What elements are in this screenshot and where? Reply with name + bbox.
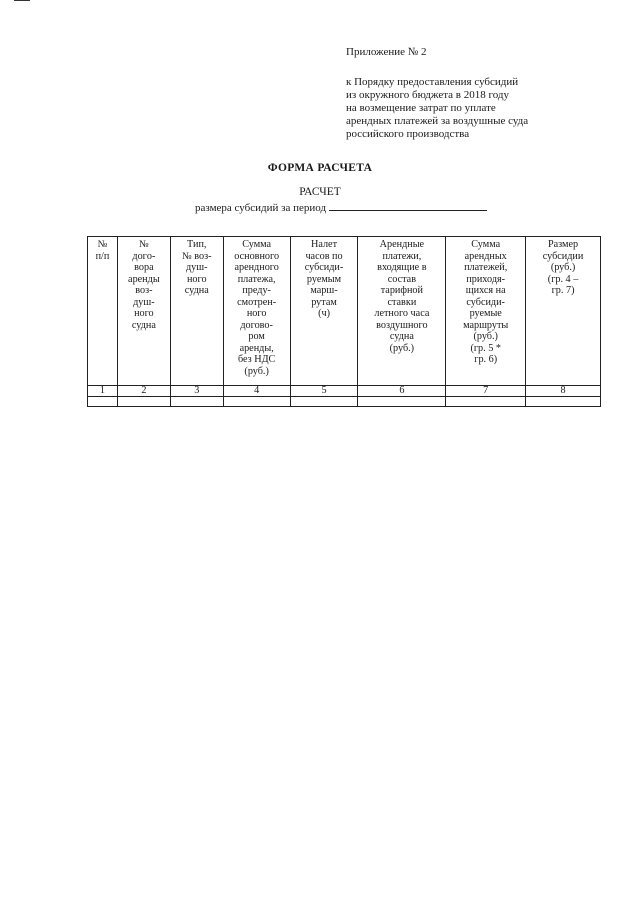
header-cell [170,237,223,386]
appendix-title: Приложение № 2 [346,46,427,58]
header-line: № [97,239,108,250]
header-line: Тип, [187,239,207,250]
appendix-line: арендных платежей за воздушные суда [346,115,529,127]
column-number: 7 [446,386,526,397]
data-cell[interactable] [170,397,223,407]
header-line: летного часа [374,308,430,319]
appendix-block [346,46,528,141]
header-line: входящие в [377,262,427,273]
header-line: душ- [133,296,155,308]
header-line: ром [248,331,265,342]
header-line: платежей, [464,262,508,273]
header-line: платежа, [237,273,276,285]
header-line: судна [131,319,156,331]
corner-mark [14,0,30,1]
data-cell[interactable] [446,397,526,407]
header-line: догo- [132,250,156,262]
header-line: ного [186,273,207,285]
header-line: гр. 6) [474,354,498,365]
header-line: ного [134,308,154,319]
header-line: руемые [469,308,502,319]
period-blank[interactable] [329,201,487,211]
header-line: судна [389,331,414,342]
form-title: ФОРМА РАСЧЕТА [267,162,373,174]
header-line: арендных [464,250,507,262]
header-line: щихся на [465,285,506,296]
header-cell [446,237,526,386]
header-line: приходя- [466,273,506,285]
header-line: состав [387,273,417,285]
header-line: № воз- [181,250,212,262]
header-line: (руб.) [473,331,498,342]
header-line: (руб.) [550,262,576,273]
column-number: 6 [358,386,446,397]
header-line: (гр. 4 – [547,273,579,285]
header-line: аренды, [239,342,274,354]
appendix-line: из окружного бюджета в 2018 году [346,89,509,101]
header-line: гр. 7) [551,285,575,296]
header-line: судна [184,285,209,296]
header-line: субсиди- [466,296,505,308]
header-line: ного [246,308,267,319]
header-line: (руб.) [389,342,415,354]
header-line: (руб.) [244,365,269,377]
column-number: 4 [223,386,290,397]
header-line: ставки [387,296,417,308]
column-number: 1 [88,386,118,397]
header-cell [88,237,118,386]
data-cell[interactable] [358,397,446,407]
data-cell[interactable] [117,397,170,407]
column-number-row [88,386,601,397]
header-line: Сумма [471,239,501,250]
header-row [88,237,601,386]
header-cell [117,237,170,386]
header-cell [358,237,446,386]
header-line: платежи, [382,250,422,262]
header-line: тарифной [380,285,423,296]
header-line: субсидии [542,250,584,262]
header-line: марш- [310,285,338,296]
header-line: Сумма [242,239,272,250]
header-line: преду- [242,285,271,296]
column-number: 5 [290,386,358,397]
header-line: (гр. 5 * [470,342,501,354]
header-line: воз- [135,285,153,296]
header-line: догово- [240,319,273,331]
empty-data-row [88,397,601,407]
header-line: душ- [186,262,208,273]
header-line: часов по [305,250,343,262]
header-line: (ч) [318,308,330,319]
header-cell [526,237,601,386]
header-line: без НДС [237,354,276,365]
period-label: размера субсидий за период [195,202,327,214]
column-number: 8 [526,386,601,397]
appendix-line: на возмещение затрат по уплате [346,102,496,114]
column-number: 2 [117,386,170,397]
data-cell[interactable] [223,397,290,407]
header-line: маршруты [463,319,509,331]
appendix-line: российского производства [346,128,470,140]
column-number: 3 [170,386,223,397]
header-line: воздушного [376,319,428,331]
header-line: № [139,239,149,250]
header-cell [290,237,358,386]
data-cell[interactable] [88,397,118,407]
data-cell[interactable] [526,397,601,407]
period-line [195,201,487,214]
header-line: руемым [306,273,342,285]
header-line: субсиди- [304,262,344,273]
calc-title: РАСЧЕТ [299,186,341,198]
header-line: п/п [95,250,110,262]
appendix-line: к Порядку предоставления субсидий [346,76,519,88]
header-line: рутам [311,296,337,308]
header-line: смотрен- [237,296,277,308]
header-line: арендного [234,262,279,273]
data-cell[interactable] [290,397,358,407]
calculation-table [87,236,601,407]
header-line: вора [134,262,154,273]
header-line: Налет [311,239,338,250]
header-line: Размер [547,239,579,250]
header-cell [223,237,290,386]
header-line: основного [234,250,280,262]
header-line: Арендные [379,239,425,250]
header-line: аренды [128,273,160,285]
